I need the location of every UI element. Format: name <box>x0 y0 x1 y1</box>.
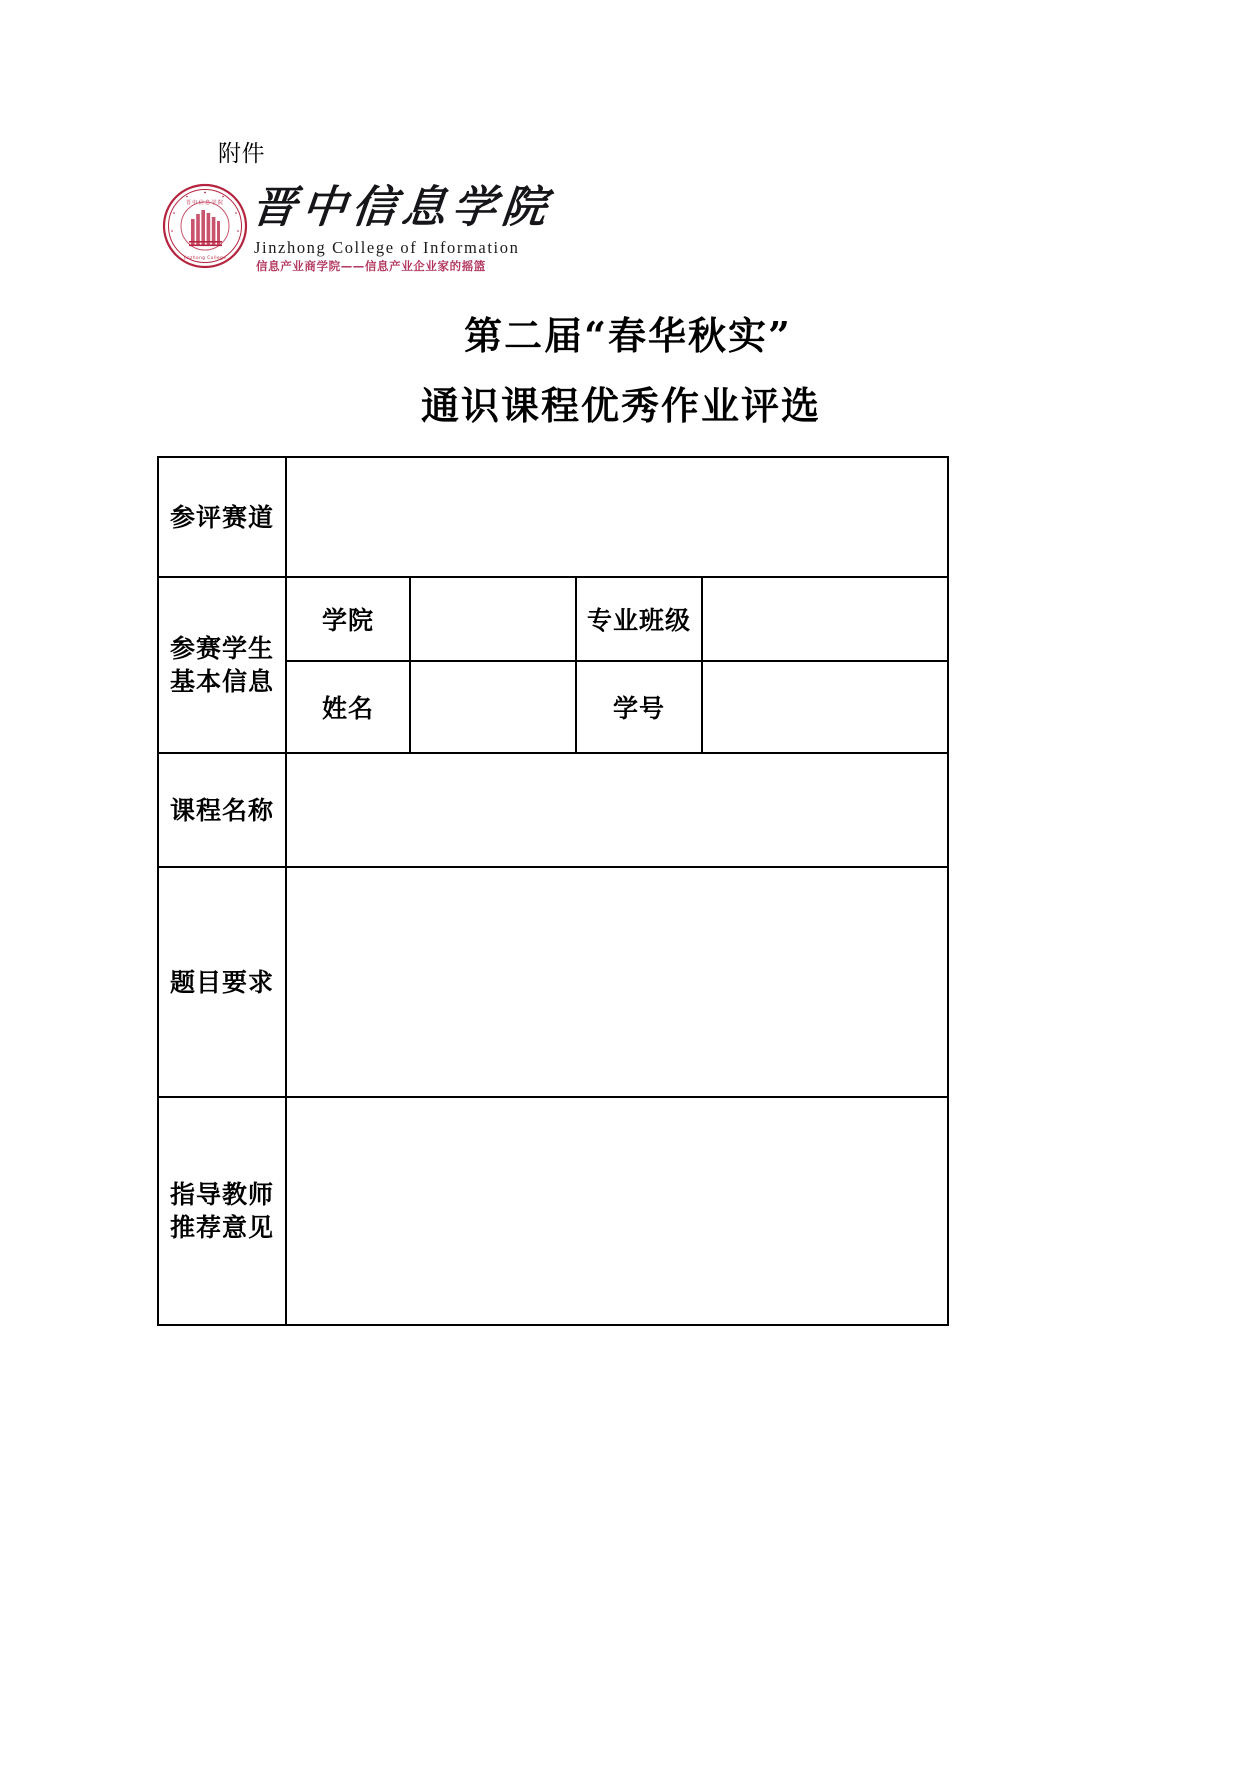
page-title-line-1: 第二届“春华秋实” <box>464 313 792 358</box>
table-row <box>158 867 948 1097</box>
university-seal-icon <box>162 183 248 269</box>
row-label-student-info <box>158 577 286 753</box>
logo-slogan: 信息产业商学院——信息产业企业家的摇篮 <box>256 259 486 273</box>
row-label-student-info-line1: 参赛学生 <box>169 634 274 663</box>
row-label-track-text: 参评赛道 <box>169 502 274 532</box>
row-label-topic-requirement <box>158 867 286 1097</box>
field-label-major-class: 专业班级 <box>576 577 702 661</box>
row-label-course-name-text: 课程名称 <box>169 795 274 825</box>
application-form-table <box>157 456 949 1326</box>
table-row <box>158 753 948 867</box>
logo-text-group <box>249 180 555 280</box>
field-label-college: 学院 <box>286 577 410 661</box>
row-value-teacher-recommendation[interactable] <box>286 1097 948 1325</box>
svg-text:晋中信息学院: 晋中信息学院 <box>185 200 225 206</box>
field-label-student-id: 学号 <box>576 661 702 753</box>
row-label-teacher-recommendation <box>158 1097 286 1325</box>
attachment-label: 附件 <box>218 141 265 166</box>
row-value-course-name[interactable] <box>286 753 948 867</box>
svg-text:Jinzhong College: Jinzhong College <box>183 255 227 260</box>
row-label-teacher-recommendation-line1: 指导教师 <box>169 1180 274 1209</box>
row-label-topic-requirement-text: 题目要求 <box>169 967 274 997</box>
table-row <box>158 1097 948 1325</box>
field-value-major-class[interactable] <box>702 577 948 661</box>
row-label-track <box>158 457 286 577</box>
logo-name-en: Jinzhong College of Information <box>254 238 520 257</box>
table-row <box>158 577 948 661</box>
field-value-student-id[interactable] <box>702 661 948 753</box>
row-value-topic-requirement[interactable] <box>286 867 948 1097</box>
page-title-line-2: 通识课程优秀作业评选 <box>420 383 821 428</box>
field-label-name: 姓名 <box>286 661 410 753</box>
university-logo <box>160 180 555 280</box>
row-label-student-info-line2: 基本信息 <box>169 667 274 696</box>
row-value-track[interactable] <box>286 457 948 577</box>
field-value-name[interactable] <box>410 661 576 753</box>
row-label-teacher-recommendation-line2: 推荐意见 <box>169 1213 274 1242</box>
table-row <box>158 457 948 577</box>
logo-name-cn: 晋中信息学院 <box>249 182 555 233</box>
field-value-college[interactable] <box>410 577 576 661</box>
row-label-course-name <box>158 753 286 867</box>
